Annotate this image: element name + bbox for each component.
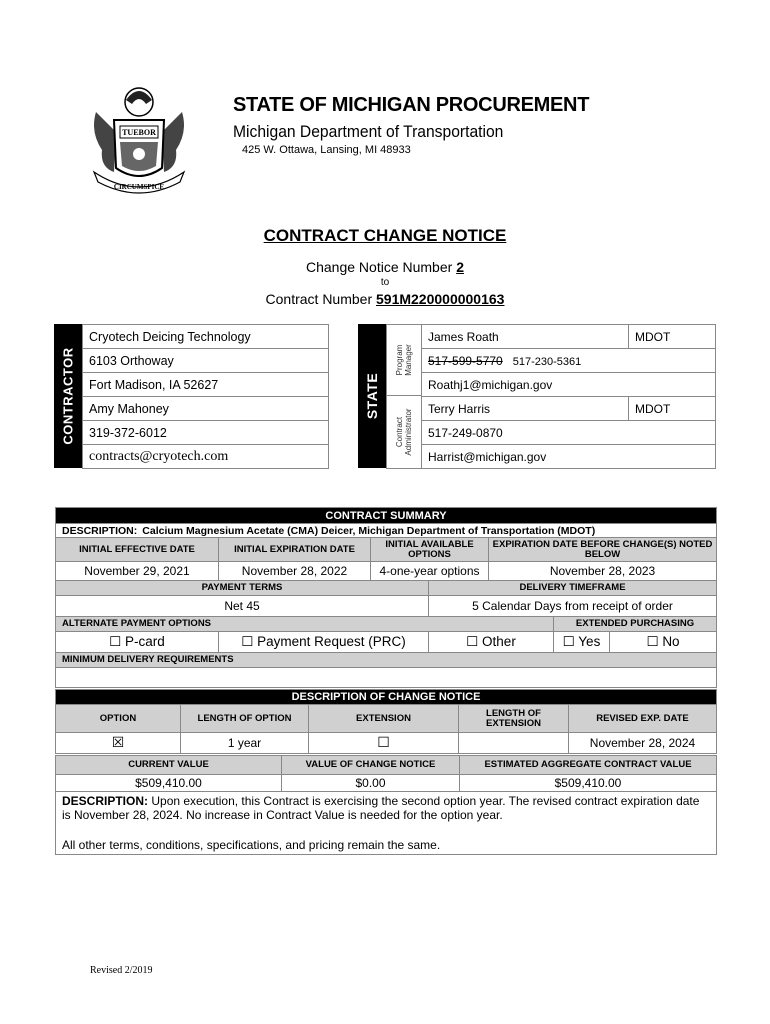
h-option: OPTION [56, 705, 181, 733]
h-length-extension: LENGTH OF EXTENSION [459, 705, 569, 733]
h-payment-terms: PAYMENT TERMS [56, 581, 429, 596]
other-checkbox[interactable]: ☐ [466, 634, 479, 650]
h-extended-purchasing: EXTENDED PURCHASING [554, 617, 717, 632]
h-length-option: LENGTH OF OPTION [181, 705, 309, 733]
prc-checkbox[interactable]: ☐ [241, 634, 254, 650]
h-extension: EXTENSION [309, 705, 459, 733]
seal-bottom-text: CIRCUMSPICE [113, 183, 165, 191]
contractor-street: 6103 Orthoway [83, 349, 329, 373]
ca-name: Terry Harris [422, 397, 629, 421]
state-table [421, 324, 716, 469]
department-name: Michigan Department of Transportation [233, 122, 504, 141]
change-notice-number [0, 259, 770, 275]
pcard-option[interactable] [56, 632, 219, 653]
state-label: STATE [364, 372, 380, 420]
v-aggregate-value: $509,410.00 [460, 775, 717, 792]
ca-phone: 517-249-0870 [422, 421, 716, 445]
change-notice-value: 2 [456, 259, 464, 275]
contract-summary-table [55, 507, 717, 688]
contract-number [0, 291, 770, 307]
pm-agency: MDOT [629, 325, 716, 349]
ca-email: Harrist@michigan.gov [422, 445, 716, 469]
no-option[interactable] [610, 632, 717, 653]
contractor-email: contracts@cryotech.com [83, 445, 329, 469]
ca-agency: MDOT [629, 397, 716, 421]
no-checkbox[interactable]: ☐ [646, 634, 659, 650]
h-alternate-payment: ALTERNATE PAYMENT OPTIONS [56, 617, 554, 632]
v-min-delivery [56, 668, 717, 688]
change-desc-text: Upon execution, this Contract is exercising the second option year. The revised contract expiration date is November 28, 2024. No increase in Contract Value is needed for the option year. [62, 794, 700, 822]
change-description [56, 792, 717, 855]
contractor-name: Cryotech Deicing Technology [83, 325, 329, 349]
v-delivery-timeframe: 5 Calendar Days from receipt of order [429, 596, 717, 617]
department-address: 425 W. Ottawa, Lansing, MI 48933 [242, 144, 411, 156]
h-initial-options: INITIAL AVAILABLE OPTIONS [371, 538, 489, 562]
page-title: STATE OF MICHIGAN PROCUREMENT [233, 94, 590, 116]
pm-email: Roathj1@michigan.gov [422, 373, 716, 397]
program-manager-label: Program Manager [395, 344, 413, 376]
contractor-table [82, 324, 329, 469]
summary-title: CONTRACT SUMMARY [56, 508, 717, 524]
contract-number-value: 591M220000000163 [376, 291, 505, 307]
to-text: to [380, 277, 390, 288]
contractor-city: Fort Madison, IA 52627 [83, 373, 329, 397]
v-exp-before-change: November 28, 2023 [489, 562, 717, 581]
pm-phone-old: 517-599-5770 [428, 353, 503, 368]
revised-date: Revised 2/2019 [90, 965, 153, 976]
h-value-change: VALUE OF CHANGE NOTICE [282, 756, 460, 775]
h-exp-before-change: EXPIRATION DATE BEFORE CHANGE(S) NOTED BELOW [489, 538, 717, 562]
contractor-phone: 319-372-6012 [83, 421, 329, 445]
contract-summary [55, 507, 716, 855]
v-length-extension [459, 733, 569, 754]
option-checkbox[interactable]: ☒ [56, 733, 181, 754]
v-revised-exp: November 28, 2024 [569, 733, 717, 754]
program-manager-label-box [386, 324, 422, 396]
yes-checkbox[interactable]: ☐ [562, 634, 575, 650]
state-label-bar [358, 324, 386, 468]
change-title: DESCRIPTION OF CHANGE NOTICE [56, 690, 717, 705]
value-table [55, 755, 717, 855]
pm-phone-new: 517-230-5361 [512, 355, 582, 368]
summary-desc-text: Calcium Magnesium Acetate (CMA) Deicer, Michigan Department of Transportation (MDOT) [142, 524, 596, 537]
yes-option[interactable] [554, 632, 610, 653]
change-desc-label: DESCRIPTION: [62, 794, 149, 808]
v-length-option: 1 year [181, 733, 309, 754]
v-initial-expiration: November 28, 2022 [219, 562, 371, 581]
other-label: Other [482, 634, 516, 649]
v-payment-terms: Net 45 [56, 596, 429, 617]
h-min-delivery: MINIMUM DELIVERY REQUIREMENTS [56, 653, 717, 668]
h-delivery-timeframe: DELIVERY TIMEFRAME [429, 581, 717, 596]
h-initial-expiration: INITIAL EXPIRATION DATE [219, 538, 371, 562]
notice-title: CONTRACT CHANGE NOTICE [263, 226, 507, 245]
contractor-contact: Amy Mahoney [83, 397, 329, 421]
contractor-label-bar [54, 324, 82, 468]
h-current-value: CURRENT VALUE [56, 756, 282, 775]
michigan-state-seal [86, 72, 192, 196]
other-option[interactable] [429, 632, 554, 653]
extension-checkbox[interactable]: ☐ [309, 733, 459, 754]
contract-admin-label-box [386, 395, 422, 469]
v-initial-options: 4-one-year options [371, 562, 489, 581]
contract-admin-label: Contract Administrator [395, 408, 413, 456]
contract-number-label: Contract Number [265, 291, 376, 307]
change-notice-label: Change Notice Number [306, 259, 457, 275]
yes-label: Yes [578, 634, 601, 649]
v-current-value: $509,410.00 [56, 775, 282, 792]
summary-description-row [56, 524, 717, 538]
summary-desc-label: DESCRIPTION: [62, 524, 138, 537]
v-initial-effective: November 29, 2021 [56, 562, 219, 581]
seal-motto-text: TUEBOR [122, 128, 156, 137]
contractor-label: CONTRACTOR [60, 347, 76, 445]
prc-option[interactable] [219, 632, 429, 653]
h-aggregate-value: ESTIMATED AGGREGATE CONTRACT VALUE [460, 756, 717, 775]
pcard-label: P-card [125, 634, 165, 649]
change-desc-remain: All other terms, conditions, specifications, and pricing remain the same. [62, 838, 441, 852]
pcard-checkbox[interactable]: ☐ [109, 634, 122, 650]
change-notice-table [55, 689, 717, 754]
pm-phone-cell [422, 349, 716, 373]
no-label: No [662, 634, 680, 649]
prc-label: Payment Request (PRC) [257, 634, 406, 649]
pm-name: James Roath [422, 325, 629, 349]
h-revised-exp: REVISED EXP. DATE [569, 705, 717, 733]
h-initial-effective: INITIAL EFFECTIVE DATE [56, 538, 219, 562]
v-value-change: $0.00 [282, 775, 460, 792]
